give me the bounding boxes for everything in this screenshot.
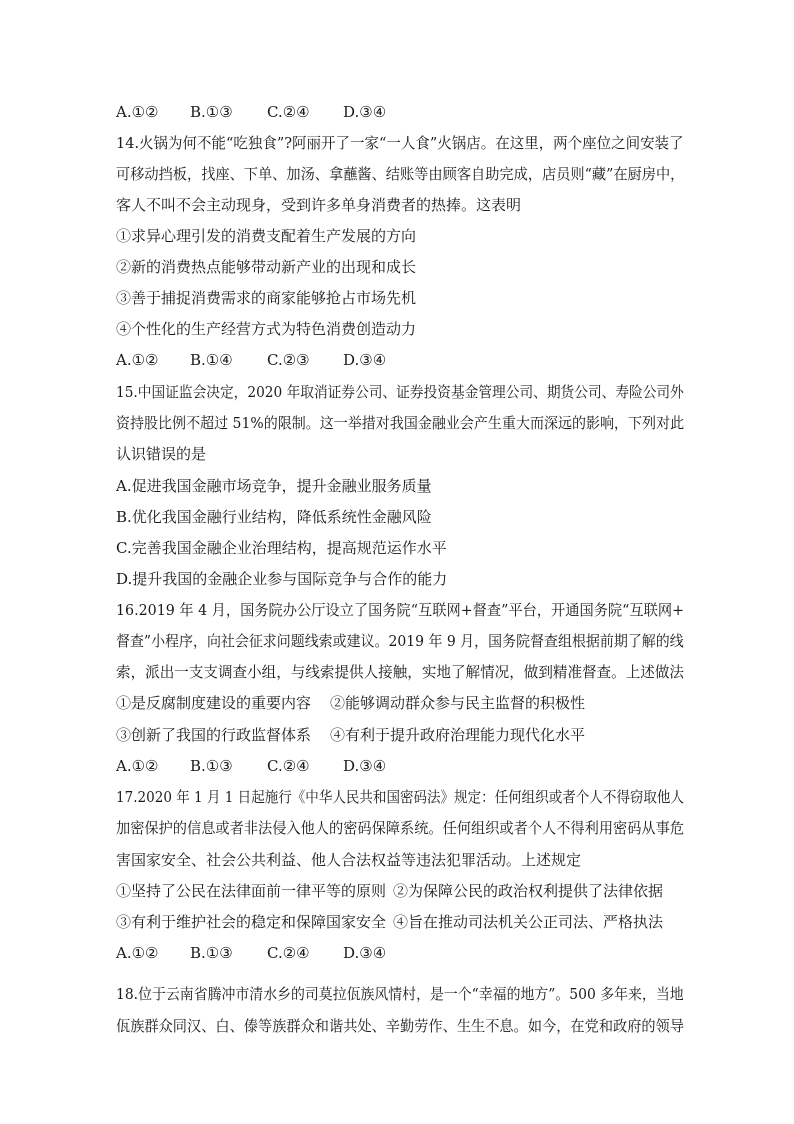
q17-item: ②为保障公民的政治权利提供了法律依据: [393, 882, 664, 900]
q17-option-b: B.①③: [190, 944, 233, 962]
q14-stem-line: 客人不叫不会主动现身，受到许多单身消费者的热捧。这表明: [116, 196, 522, 214]
q13-option-d: D.③④: [343, 103, 387, 121]
q14-item: ④个性化的生产经营方式为特色消费创造动力: [116, 320, 417, 338]
q17-stem-line: 害国家安全、社会公共利益、他人合法权益等违法犯罪活动。上述规定: [116, 851, 582, 869]
q16-option-b: B.①③: [190, 757, 233, 775]
q16-item: ④有利于提升政府治理能力现代化水平: [330, 726, 586, 744]
q14-option-d: D.③④: [343, 351, 387, 369]
q17-item: ③有利于维护社会的稳定和保障国家安全: [116, 913, 387, 931]
q15-option-d: D.提升我国的金融企业参与国际竞争与合作的能力: [116, 570, 448, 588]
q17-stem-line: 17.2020 年 1 月 1 日起施行《中华人民共和国密码法》规定：任何组织或者个人不得窃取他人: [116, 788, 684, 806]
q16-item: ①是反腐制度建设的重要内容: [116, 694, 312, 712]
q14-option-a: A.①②: [116, 351, 159, 369]
q16-option-d: D.③④: [343, 757, 387, 775]
q14-stem-line: 14.火锅为何不能“吃独食”?阿丽开了一家“一人食”火锅店。在这里，两个座位之间安装了: [116, 134, 684, 152]
q17-item: ④旨在推动司法机关公正司法、严格执法: [393, 913, 664, 931]
q15-option-b: B.优化我国金融行业结构，降低系统性金融风险: [116, 508, 432, 526]
q14-stem-line: 可移动挡板，找座、下单、加汤、拿蘸酱、结账等由顾客自助完成，店员则“藏”在厨房中，: [116, 165, 685, 183]
q18-stem-line: 佤族群众同汉、白、傣等族群众和谐共处、辛勤劳作、生生不息。如今，在党和政府的领导: [116, 1017, 685, 1035]
q14-option-c: C.②③: [267, 351, 310, 369]
q14-option-b: B.①④: [190, 351, 233, 369]
q16-stem-line: 16.2019 年 4 月，国务院办公厅设立了国务院“互联网+督查”平台，开通国务院“互联网+: [116, 601, 685, 619]
q17-option-a: A.①②: [116, 944, 159, 962]
q17-option-d: D.③④: [343, 944, 387, 962]
q13-option-a: A.①②: [116, 103, 159, 121]
q13-option-b: B.①③: [190, 103, 233, 121]
q17-item: ①坚持了公民在法律面前一律平等的原则: [116, 882, 387, 900]
q15-stem-line: 15.中国证监会决定，2020 年取消证券公司、证券投资基金管理公司、期货公司、寿险公司外: [116, 383, 684, 401]
q15-option-c: C.完善我国金融企业治理结构，提高规范运作水平: [116, 539, 447, 557]
q17-option-c: C.②④: [267, 944, 310, 962]
q18-stem-line: 18.位于云南省腾冲市清水乡的司莫拉佤族风情村，是一个“幸福的地方”。500 多年来，当地: [116, 985, 684, 1003]
q14-item: ③善于捕捉消费需求的商家能够抢占市场先机: [116, 289, 417, 307]
q17-stem-line: 加密保护的信息或者非法侵入他人的密码保障系统。任何组织或者个人不得利用密码从事危: [116, 819, 685, 837]
q13-option-c: C.②④: [267, 103, 310, 121]
q16-option-a: A.①②: [116, 757, 159, 775]
q15-stem-line: 认识错误的是: [116, 445, 207, 463]
q16-item: ②能够调动群众参与民主监督的积极性: [330, 694, 586, 712]
q16-item: ③创新了我国的行政监督体系: [116, 726, 312, 744]
q14-item: ①求异心理引发的消费支配着生产发展的方向: [116, 227, 417, 245]
q16-option-c: C.②④: [267, 757, 310, 775]
q16-stem-line: 督查”小程序，向社会征求问题线索或建议。2019 年 9 月，国务院督查组根据前期了解的线: [116, 632, 684, 650]
q14-item: ②新的消费热点能够带动新产业的出现和成长: [116, 258, 417, 276]
q15-stem-line: 资持股比例不超过 51%的限制。这一举措对我国金融业会产生重大而深远的影响，下列对此: [116, 414, 685, 432]
q15-option-a: A.促进我国金融市场竞争，提升金融业服务质量: [116, 477, 432, 495]
q16-stem-line: 索，派出一支支调查小组，与线索提供人接触，实地了解情况，做到精准督查。上述做法: [116, 663, 684, 681]
